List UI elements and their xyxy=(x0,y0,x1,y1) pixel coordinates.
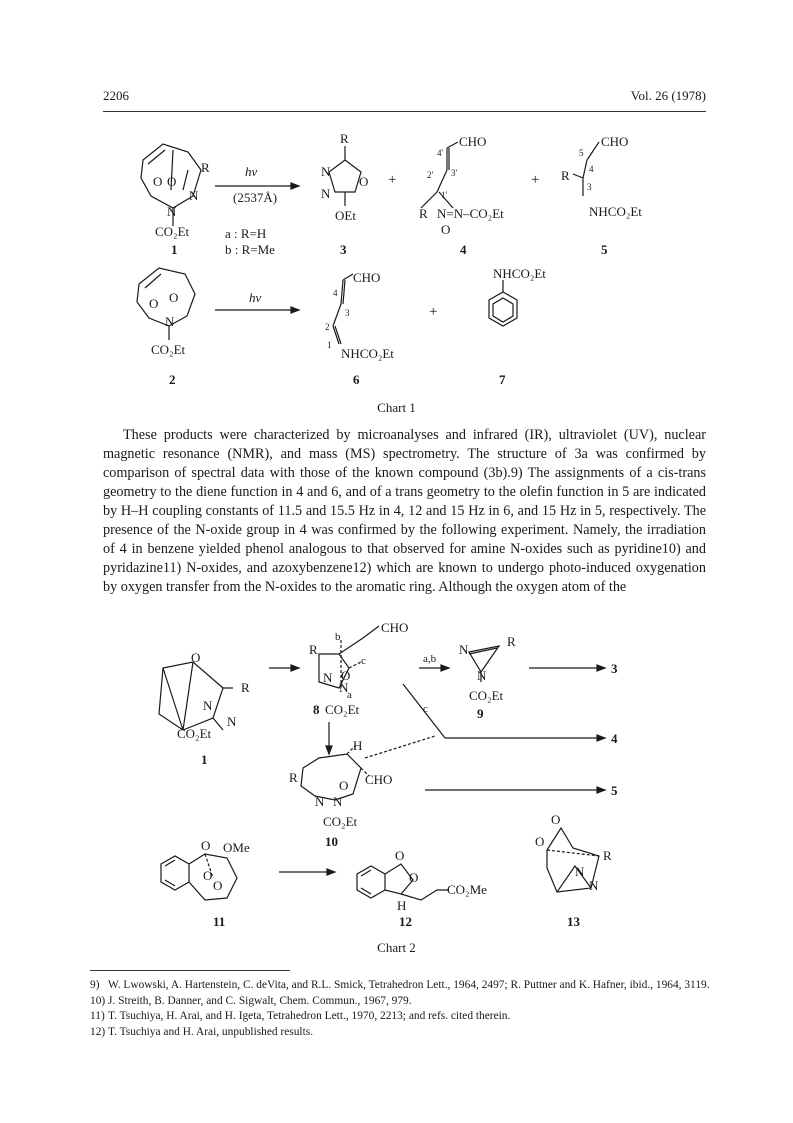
c12-H: H xyxy=(397,898,407,913)
references xyxy=(90,978,710,1040)
ref-number: 11) xyxy=(90,1010,105,1022)
c8-path-c: c xyxy=(361,655,366,667)
plus-3: + xyxy=(429,304,438,320)
c8-path-b: b xyxy=(335,631,341,643)
compound-7-structure xyxy=(489,280,517,326)
compound-12-structure xyxy=(357,864,449,900)
c10-N2: N xyxy=(333,794,343,809)
c3-N2: N xyxy=(321,186,331,201)
c2-label-1: 1 xyxy=(201,752,208,767)
c2-label-8: 8 xyxy=(313,702,320,717)
wavelength-label: (2537Å) xyxy=(233,190,278,205)
c8-CHO: CHO xyxy=(381,620,409,635)
c10-H: H xyxy=(353,738,363,753)
c6-loc-1: 1 xyxy=(327,340,332,350)
c8-co2et: CO₂Et xyxy=(325,702,360,717)
path-c: c xyxy=(423,703,428,715)
compound-11-structure xyxy=(161,854,237,900)
c4-loc-4p: 4' xyxy=(437,148,444,158)
journal-volume: Vol. 26 (1978) xyxy=(630,88,706,103)
header-rule xyxy=(103,111,706,112)
c2-label-9: 9 xyxy=(477,706,484,721)
hv-label-2: hν xyxy=(249,290,262,305)
ref-text: J. Streith, B. Danner, and C. Sigwalt, Chem. Commun., 1967, 979. xyxy=(108,994,412,1007)
c8-path-a: a xyxy=(347,689,352,701)
c6-CHO: CHO xyxy=(353,270,381,285)
c4-O: O xyxy=(441,222,451,237)
c7-NHCO2Et: NHCO₂Et xyxy=(493,266,546,281)
c1-N1: N xyxy=(189,188,199,203)
c4-azoxy: N=N–CO₂Et xyxy=(437,206,504,221)
c1-R: R xyxy=(201,160,210,175)
c13-O2: O xyxy=(535,834,545,849)
c2-label-3: 3 xyxy=(611,661,618,676)
plus-1: + xyxy=(388,172,397,188)
c2-label-13: 13 xyxy=(567,914,580,929)
c13-N1: N xyxy=(575,864,585,879)
chart2-caption: Chart 2 xyxy=(377,940,416,955)
c2-label-12: 12 xyxy=(399,914,412,929)
c3-N1: N xyxy=(321,164,331,179)
c1-O2: O xyxy=(167,174,177,189)
compound-5-structure xyxy=(573,142,599,196)
label-7: 7 xyxy=(499,372,506,387)
c2-compound-1-structure xyxy=(159,662,233,730)
hv-label-1: hν xyxy=(245,164,258,179)
c2-N: N xyxy=(165,314,175,329)
c9-N: N xyxy=(459,642,469,657)
c1-co2et: CO₂Et xyxy=(155,224,190,239)
ref-text: T. Tsuchiya and H. Arai, unpublished results. xyxy=(108,1025,314,1038)
c4-loc-1p: 1' xyxy=(441,190,448,200)
reaction-arrow-2-head xyxy=(291,307,299,313)
c10-CHO: CHO xyxy=(365,772,393,787)
footnote-rule xyxy=(90,970,290,971)
c4-CHO: CHO xyxy=(459,134,487,149)
label-5: 5 xyxy=(601,242,608,257)
c8-N1: N xyxy=(323,670,333,685)
ref-text: W. Lwowski, A. Hartenstein, C. deVita, and R.L. Smick, Tetrahedron Lett., 1964, 2497; R. Puttner and K. Hafner, ibid., 1964, 3119. xyxy=(108,979,710,991)
c2-co2et: CO₂Et xyxy=(151,342,186,357)
page-number: 2206 xyxy=(103,88,129,103)
c6-NHCO2Et: NHCO₂Et xyxy=(341,346,394,361)
c2-O2: O xyxy=(169,290,179,305)
c8-R: R xyxy=(309,642,318,657)
c2-1-N2: N xyxy=(227,714,237,729)
c5-loc-4: 4 xyxy=(589,164,594,174)
c4-loc-3p: 3' xyxy=(451,168,458,178)
compound-3-structure xyxy=(329,146,361,206)
label-1: 1 xyxy=(171,242,178,257)
chart1-scheme xyxy=(103,130,706,392)
c5-NHCO2Et: NHCO₂Et xyxy=(589,204,642,219)
c10-N1: N xyxy=(315,794,325,809)
c13-N2: N xyxy=(589,878,599,893)
variant-a: a : R=H xyxy=(225,226,267,241)
c2-1-co2et: CO₂Et xyxy=(177,726,212,741)
compound-6-structure xyxy=(333,274,353,344)
chart1-caption: Chart 1 xyxy=(377,400,416,415)
c4-loc-2p: 2' xyxy=(427,170,434,180)
ref-number: 9) xyxy=(90,979,100,991)
c5-CHO: CHO xyxy=(601,134,629,149)
c9-N2: N xyxy=(477,668,487,683)
reference-10 xyxy=(90,994,710,1010)
ref-text: T. Tsuchiya, H. Arai, and H. Igeta, Tetrahedron Lett., 1970, 2213; and refs. cited therein. xyxy=(108,1010,511,1022)
c10-co2et: CO₂Et xyxy=(323,814,358,829)
c8-N2: N xyxy=(339,680,349,695)
c9-co2et: CO₂Et xyxy=(469,688,504,703)
ref-number: 10) xyxy=(90,994,106,1007)
c6-loc-3: 3 xyxy=(345,308,350,318)
c2-1-R: R xyxy=(241,680,250,695)
compound-2-structure xyxy=(137,268,195,340)
label-6: 6 xyxy=(353,372,360,387)
c2-label-5: 5 xyxy=(611,783,618,798)
c4-R: R xyxy=(419,206,428,221)
c12-O-ring: O xyxy=(409,870,419,885)
label-2: 2 xyxy=(169,372,176,387)
c8-O: O xyxy=(341,668,351,683)
variant-b: b : R=Me xyxy=(225,242,275,257)
c9-R: R xyxy=(507,634,516,649)
c3-R: R xyxy=(340,131,349,146)
c1-O1: O xyxy=(153,174,163,189)
body-paragraph: These products were characterized by microanalyses and infrared (IR), ultraviolet (UV), nuclear magnetic resonance (NMR), and mass (MS) spectrometry. The structure of 3a was confirmed by comparison of spectral data with those of the known compound (3b).9) The assignments of a cis-trans geometry to the diene function in 4 and 6, and of a trans geometry to the olefin function in 5 are indicated by H–H coupling constants of 11.5 and 15.5 Hz in 4, 12 and 15 Hz in 6, and 15 Hz in 5, respectively. The presence of the N-oxide group in 4 was confirmed by the following experiment. Namely, the irradiation of 4 in benzene yielded phenol analogous to that observed for amine N-oxides such as pyridine10) and pyridazine11) N-oxides, and azoxybenzene12) which are known to undergo photo-induced oxygenation by oxygen transfer from the N-oxides to the aromatic ring. Although the oxygen atom of the xyxy=(103,427,706,595)
c10-O: O xyxy=(339,778,349,793)
reference-11 xyxy=(90,1009,710,1025)
c3-OEt: OEt xyxy=(335,208,356,223)
c12-CO2Me: CO₂Me xyxy=(447,882,487,897)
c11-OMe: OMe xyxy=(223,840,250,855)
label-3: 3 xyxy=(340,242,347,257)
c2-1-N1: N xyxy=(203,698,213,713)
c3-O: O xyxy=(359,174,369,189)
path-ab: a,b xyxy=(423,653,437,665)
c1-N2: N xyxy=(167,204,177,219)
reaction-arrow-1-head xyxy=(291,183,299,189)
c12-O-carbonyl: O xyxy=(395,848,405,863)
c6-loc-2: 2 xyxy=(325,322,330,332)
c2-dashed-10 xyxy=(365,736,435,758)
c6-loc-4: 4 xyxy=(333,288,338,298)
c10-R: R xyxy=(289,770,298,785)
c13-R: R xyxy=(603,848,612,863)
ref-number: 12) xyxy=(90,1025,106,1038)
chart2-scheme xyxy=(103,618,706,948)
compound-10-structure xyxy=(301,746,369,800)
label-4: 4 xyxy=(460,242,467,257)
c2-label-11: 11 xyxy=(213,914,226,929)
c2-O1: O xyxy=(149,296,159,311)
c5-R: R xyxy=(561,168,570,183)
c11-O1: O xyxy=(203,868,213,883)
c2-1-O: O xyxy=(191,650,201,665)
c2-label-4: 4 xyxy=(611,731,618,746)
c5-loc-3: 3 xyxy=(587,182,592,192)
c5-loc-5: 5 xyxy=(579,148,584,158)
c13-O1: O xyxy=(551,812,561,827)
c11-O-ketone: O xyxy=(201,838,211,853)
c11-O2: O xyxy=(213,878,223,893)
c2-label-10: 10 xyxy=(325,834,338,849)
reference-12 xyxy=(90,1025,710,1041)
plus-2: + xyxy=(531,172,540,188)
reference-9 xyxy=(90,978,710,994)
